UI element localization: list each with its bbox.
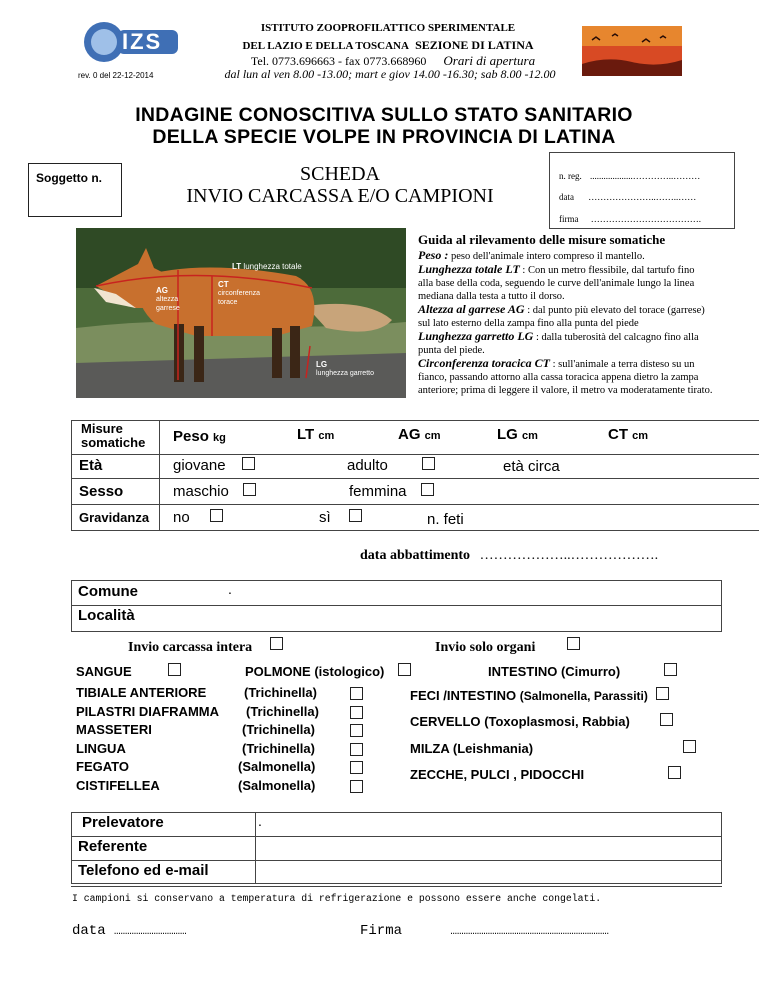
- tel-fax: Tel. 0773.696663 - fax 0773.668960: [250, 54, 427, 68]
- organi-checkbox[interactable]: [567, 637, 580, 650]
- sample-row[interactable]: [76, 722, 315, 741]
- opening-hours: dal lun al ven 8.00 -13.00; mart e giov 14.00 -16.30; sab 8.00 -12.00: [224, 67, 556, 81]
- footer-date-dots: ……………………………: [114, 926, 187, 938]
- photo-lg-sub: lunghezza garretto: [316, 370, 374, 378]
- photo-lt: LT: [232, 262, 242, 271]
- photo-label-ct: [218, 280, 260, 307]
- footer-date[interactable]: [72, 923, 187, 939]
- subject-label: Soggetto n.: [36, 171, 102, 185]
- sample-polmone[interactable]: [245, 664, 411, 679]
- registration-box: [549, 152, 735, 229]
- measures-row-label: [81, 422, 145, 450]
- reg-number-label: n. reg.: [559, 171, 582, 181]
- no-checkbox[interactable]: [210, 509, 223, 522]
- sample-checkbox[interactable]: [350, 761, 363, 774]
- guide-lg: [418, 330, 758, 344]
- logo-text: IZS: [122, 29, 163, 54]
- intestino-label: INTESTINO (Cimurro): [488, 664, 621, 679]
- intestino-checkbox[interactable]: [664, 663, 677, 676]
- sample-milza[interactable]: [410, 741, 696, 756]
- sample-row[interactable]: [76, 703, 319, 723]
- contact-table: [71, 812, 722, 884]
- measures-label-line2: somatiche: [81, 435, 146, 450]
- scheda-title: SCHEDA: [299, 163, 380, 185]
- lg-label: LG: [497, 426, 518, 443]
- milza-label: MILZA: [410, 741, 450, 756]
- sample-organ: MASSETERI: [76, 722, 152, 737]
- reg-number-row[interactable]: [559, 171, 700, 181]
- milza-test: (Leishmania): [452, 741, 534, 756]
- sample-list-left: [76, 685, 319, 796]
- zecche-label: ZECCHE, PULCI , PIDOCCHI: [410, 767, 585, 782]
- femmina-label: femmina: [349, 483, 407, 500]
- sample-organ: TIBIALE ANTERIORE: [76, 685, 207, 700]
- n-feti-label: n. feti: [427, 511, 464, 528]
- option-solo-organi[interactable]: [435, 640, 580, 656]
- sample-test: (Trichinella): [246, 703, 319, 719]
- footer-date-label: data: [72, 923, 106, 939]
- comune-label: Comune: [78, 583, 138, 600]
- sample-test: (Salmonella): [238, 759, 316, 774]
- ct-unit: cm: [632, 430, 649, 442]
- sample-test: (Salmonella): [238, 777, 316, 793]
- carcassa-label: Invio carcassa intera: [128, 640, 253, 655]
- guide-lt: [418, 263, 758, 277]
- measure-ag[interactable]: [398, 426, 441, 443]
- polmone-label: POLMONE (istologico): [245, 664, 385, 679]
- hours-label: Orari di apertura: [443, 53, 536, 68]
- cervello-checkbox[interactable]: [660, 713, 673, 726]
- sample-test: (Trichinella): [244, 685, 317, 700]
- si-label: sì: [319, 509, 331, 526]
- photo-label-lg: [316, 360, 374, 379]
- maschio-checkbox[interactable]: [243, 483, 256, 496]
- feci-checkbox[interactable]: [656, 687, 669, 700]
- sample-test: (Trichinella): [242, 740, 315, 756]
- photo-ag: AG: [156, 286, 168, 295]
- sample-row[interactable]: [76, 759, 316, 778]
- reg-number-dots: ...................…………..………: [590, 171, 701, 181]
- photo-lg: LG: [316, 360, 328, 369]
- carcassa-checkbox[interactable]: [270, 637, 283, 650]
- localita-label: Località: [78, 607, 135, 624]
- lt-label: LT: [297, 426, 315, 443]
- guide-lt-text2: alla base della coda, seguendo le curve dell'animale lungo la linea: [418, 278, 695, 289]
- measures-table: [71, 420, 759, 532]
- ag-unit: cm: [424, 430, 441, 442]
- sample-cervello[interactable]: [410, 714, 673, 729]
- guide-ct-text2: fianco, passando attorno alla cassa toracica appena dietro la zampa: [418, 372, 699, 383]
- guide-ag-text2: sul lato esterno della zampa fino alla punta del piede: [418, 318, 639, 329]
- measure-ct[interactable]: [608, 426, 648, 443]
- sample-organ: CISTIFELLEA: [76, 777, 160, 793]
- eta-circa-label: età circa: [503, 458, 560, 475]
- page-title-line2: DELLA SPECIE VOLPE IN PROVINCIA DI LATINA: [152, 126, 616, 148]
- guide-ct: [418, 357, 758, 371]
- institute-section: SEZIONE DI LATINA: [415, 38, 534, 52]
- guide-ct-text1: : sull'animale a terra disteso su un: [550, 359, 695, 370]
- comune-mark: .: [228, 581, 232, 597]
- photo-ct-sub1: circonferenza: [218, 290, 261, 298]
- organi-label: Invio solo organi: [435, 640, 536, 655]
- izs-logo: [82, 20, 182, 64]
- cervello-test: (Toxoplasmosi, Rabbia): [484, 714, 630, 729]
- institute-line1: ISTITUTO ZOOPROFILATTICO SPERIMENTALE: [260, 22, 516, 34]
- ct-label: CT: [608, 426, 628, 443]
- giovane-label: giovane: [173, 457, 226, 474]
- guide-peso-term: Peso :: [418, 248, 449, 262]
- guide-lg-term: Lunghezza garretto LG: [418, 329, 534, 343]
- prelevatore-mark: .: [258, 813, 262, 829]
- institute-line2: [218, 38, 558, 53]
- photo-ag-sub2: garrese: [156, 304, 180, 312]
- subject-box[interactable]: [28, 163, 122, 217]
- sample-checkbox[interactable]: [350, 687, 363, 700]
- kill-date-label: data abbattimento: [360, 548, 471, 563]
- kill-date-row[interactable]: [360, 548, 658, 564]
- peso-label: Peso: [173, 428, 209, 445]
- guide-lt-term: Lunghezza totale LT: [418, 262, 520, 276]
- sangue-checkbox[interactable]: [168, 663, 181, 676]
- guide-peso: [418, 249, 758, 263]
- footer-signature-dots: ………………………………………………………………: [450, 926, 609, 938]
- referente-field[interactable]: [256, 837, 720, 860]
- femmina-checkbox[interactable]: [421, 483, 434, 496]
- page-title-line1: INDAGINE CONOSCITIVA SULLO STATO SANITARIO: [135, 104, 633, 126]
- separator-line: [71, 886, 722, 887]
- sample-intestino[interactable]: [488, 664, 677, 679]
- peso-unit: kg: [213, 432, 226, 444]
- comune-field[interactable]: [228, 581, 718, 605]
- reg-signature-label: firma: [559, 214, 579, 224]
- gravidanza-label: Gravidanza: [79, 510, 150, 525]
- guide-ct-term: Circonferenza toracica CT: [418, 356, 550, 370]
- ag-label: AG: [398, 426, 421, 443]
- prelevatore-field[interactable]: [256, 813, 720, 836]
- reg-date-label: data: [559, 192, 574, 202]
- guide-ag: [418, 303, 758, 317]
- no-label: no: [173, 509, 190, 526]
- measure-lt[interactable]: [297, 426, 334, 443]
- polmone-checkbox[interactable]: [398, 663, 411, 676]
- option-carcassa-intera[interactable]: [128, 640, 283, 656]
- option-adulto[interactable]: [347, 457, 435, 474]
- measures-label-line1: Misure: [81, 421, 123, 436]
- kill-date-dots: ………………..……………….: [479, 548, 659, 563]
- sample-feci[interactable]: [410, 688, 669, 703]
- guide-ag-term: Altezza al garrese AG: [418, 302, 525, 316]
- guide-ag-text1: : dal punto più elevato del torace (garrese): [524, 305, 705, 316]
- footer-signature-label: Firma: [360, 923, 403, 939]
- sample-checkbox[interactable]: [350, 780, 363, 793]
- sample-test: (Trichinella): [242, 722, 315, 737]
- feci-label: FECI /INTESTINO: [410, 688, 517, 703]
- sesso-label: Sesso: [79, 483, 124, 500]
- sample-checkbox[interactable]: [350, 724, 363, 737]
- reg-signature-row[interactable]: [559, 214, 701, 224]
- reg-date-dots: …………………..……..……: [588, 192, 697, 202]
- option-no[interactable]: [173, 509, 223, 526]
- location-table: [71, 580, 722, 632]
- photo-ag-sub1: altezza: [156, 296, 179, 304]
- option-si[interactable]: [319, 509, 362, 526]
- giovane-checkbox[interactable]: [242, 457, 255, 470]
- referente-label: Referente: [78, 838, 148, 855]
- sangue-label: SANGUE: [76, 664, 132, 679]
- milza-checkbox[interactable]: [683, 740, 696, 753]
- footer-signature[interactable]: [360, 923, 609, 939]
- feci-test: (Salmonella, Parassiti): [519, 689, 648, 703]
- sample-checkbox[interactable]: [350, 706, 363, 719]
- measurement-guide: [418, 233, 758, 397]
- sample-organ: PILASTRI DIAFRAMMA: [76, 703, 219, 719]
- photo-ct-sub2: torace: [218, 298, 238, 306]
- option-maschio[interactable]: [173, 483, 256, 500]
- cervello-label: CERVELLO: [410, 714, 481, 729]
- eta-label: Età: [79, 457, 103, 474]
- revision-label: rev. 0 del 22-12-2014: [78, 71, 154, 80]
- sunset-image: [582, 26, 682, 76]
- localita-field[interactable]: [228, 606, 718, 631]
- guide-lg-text2: punta del piede.: [418, 345, 485, 356]
- sample-organ: FEGATO: [76, 759, 129, 774]
- sample-sangue[interactable]: [76, 664, 181, 679]
- measure-lg[interactable]: [497, 426, 538, 443]
- prelevatore-label: Prelevatore: [82, 814, 164, 831]
- zecche-checkbox[interactable]: [668, 766, 681, 779]
- guide-ct-text3: anteriore; prima di leggere il valore, il metro va moderatamente tirato.: [418, 385, 713, 396]
- guide-peso-text: peso dell'animale intero compreso il mantello.: [448, 251, 645, 262]
- photo-label-ag: [156, 286, 180, 313]
- guide-lg-text1: : dalla tuberosità del calcagno fino alla: [533, 332, 699, 343]
- reg-date-row[interactable]: [559, 192, 696, 202]
- lt-unit: cm: [318, 430, 335, 442]
- guide-title: Guida al rilevamento delle misure somatiche: [418, 232, 666, 247]
- guide-lt-text1: : Con un metro flessibile, dal tartufo fino: [519, 265, 695, 276]
- measure-peso[interactable]: [173, 428, 226, 445]
- sample-checkbox[interactable]: [350, 743, 363, 756]
- photo-label-lt: [232, 262, 302, 271]
- sample-row[interactable]: [76, 685, 317, 704]
- lg-unit: cm: [522, 430, 538, 442]
- reg-signature-dots: ……………………………….: [590, 214, 701, 224]
- sample-organ: LINGUA: [76, 740, 126, 756]
- option-giovane[interactable]: [173, 457, 255, 474]
- institute-region: DEL LAZIO E DELLA TOSCANA: [242, 40, 409, 52]
- sample-row[interactable]: [76, 740, 315, 760]
- scheda-subtitle: INVIO CARCASSA E/O CAMPIONI: [186, 185, 494, 207]
- sample-zecche[interactable]: [410, 767, 681, 782]
- photo-lt-sub: lunghezza totale: [243, 262, 302, 271]
- maschio-label: maschio: [173, 483, 229, 500]
- photo-ct: CT: [218, 280, 229, 289]
- fox-photo: [76, 228, 406, 398]
- guide-lt-text3: mediana dalla testa a tutto il dorso.: [418, 291, 565, 302]
- si-checkbox[interactable]: [349, 509, 362, 522]
- telefono-field[interactable]: [256, 861, 720, 883]
- option-femmina[interactable]: [349, 483, 434, 500]
- adulto-checkbox[interactable]: [422, 457, 435, 470]
- sample-row[interactable]: [76, 777, 316, 797]
- adulto-label: adulto: [347, 457, 388, 474]
- storage-note: I campioni si conservano a temperatura di refrigerazione e possono essere anche congelati.: [72, 893, 602, 904]
- telefono-label: Telefono ed e-mail: [78, 862, 209, 879]
